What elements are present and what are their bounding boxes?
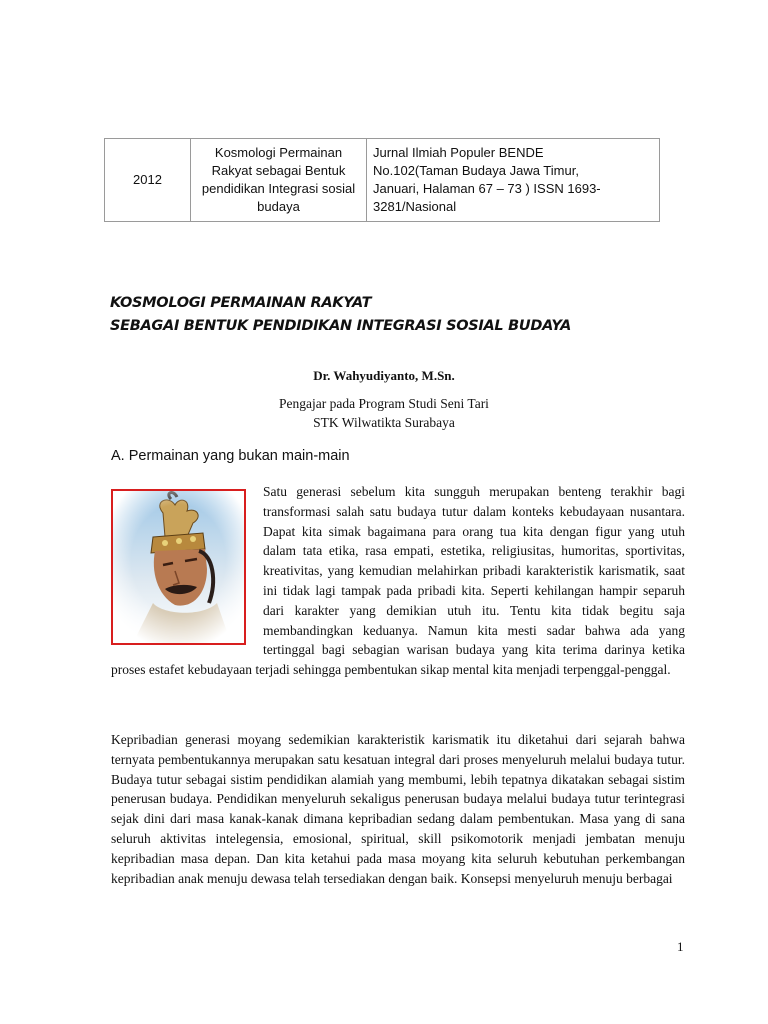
table-row bbox=[105, 139, 660, 222]
article-title-line-2: SEBAGAI BENTUK PENDIDIKAN INTEGRASI SOSIAL BUDAYA bbox=[110, 318, 572, 334]
title-cell-line: budaya bbox=[257, 199, 300, 214]
affiliation-line-1: Pengajar pada Program Studi Seni Tari bbox=[279, 396, 489, 411]
title-cell-line: Kosmologi Permainan bbox=[214, 145, 343, 160]
title-cell bbox=[191, 139, 367, 222]
wayang-figure-image bbox=[111, 489, 246, 645]
source-cell-line: 3281/Nasional bbox=[373, 199, 457, 214]
affiliation bbox=[0, 394, 768, 432]
publication-table bbox=[104, 138, 660, 222]
title-cell-line: Rakyat sebagai Bentuk bbox=[211, 163, 346, 178]
affiliation-line-2: STK Wilwatikta Surabaya bbox=[313, 415, 455, 430]
wayang-figure-illustration bbox=[113, 491, 244, 643]
source-cell-line: No.102(Taman Budaya Jawa Timur, bbox=[373, 163, 579, 178]
article-title bbox=[110, 292, 571, 338]
article-title-line-1: KOSMOLOGI PERMAINAN RAKYAT bbox=[110, 295, 372, 311]
title-cell-line: pendidikan Integrasi sosial bbox=[201, 181, 356, 196]
paragraph-1-text: Satu generasi sebelum kita sungguh merupakan benteng terakhir bagi transformasi salah satu budaya tutur dalam konteks kebudayaan nusantara. Dapat kita simak bagaimana para orang tua kita dengan figur yang utuh dalam tata etika, rasa empati, estetika, religiusitas, humoritas, sportivitas, kreativitas, yang kemudian melahirkan pribadi karakteristik karismatik, saat ini tidak lagi tampak pada pribadi kita. Seperti kehilangan hampir separuh dari karakter yang demikian utuh itu. Tentu kita tidak begitu saja membandingkan keduanya. Namun kita mesti sadar bahwa ada yang tertinggal bagi sebagian warisan budaya yang kita terima darinya ketika proses estafet kebudayaan terjadi sehingga pembentukan sikap mental kita menjadi terpenggal-penggal. bbox=[111, 484, 685, 678]
section-heading: A. Permainan yang bukan main-main bbox=[111, 448, 350, 464]
page-number: 1 bbox=[677, 939, 684, 954]
paragraph-2: Kepribadian generasi moyang sedemikian karakteristik karismatik itu diketahui dari sejarah bahwa ternyata pembentukannya merupakan satu kesatuan integral dari proses menyeluruh melalui budaya tutur. Budaya tutur sebagai sistim pendidikan alamiah yang membumi, lebih tepatnya dikatakan sebagai sistim penerusan budaya. Pendidikan menyeluruh sekaligus penerusan budaya melalui budaya tutur terintegrasi sejak dini dari masa kanak-kanak dimana kepribadian sedang dalam pembentukan. Masa yang di sana seluruh aktivitas intelegensia, emosional, spiritual, skill psikomotorik menjadi jembatan menuju kepribadian masa depan. Dan kita ketahui pada masa moyang kita seluruh kebutuhan perkembangan kepribadian anak menuju dewasa telah tersediakan dengan baik. Konsepsi menyeluruh menuju berbagai bbox=[111, 732, 685, 886]
year-cell: 2012 bbox=[105, 139, 191, 222]
author-name: Dr. Wahyudiyanto, M.Sn. bbox=[313, 368, 455, 383]
source-cell bbox=[367, 139, 660, 222]
source-cell-line: Jurnal Ilmiah Populer BENDE bbox=[373, 145, 544, 160]
source-cell-line: Januari, Halaman 67 – 73 ) ISSN 1693- bbox=[373, 181, 601, 196]
